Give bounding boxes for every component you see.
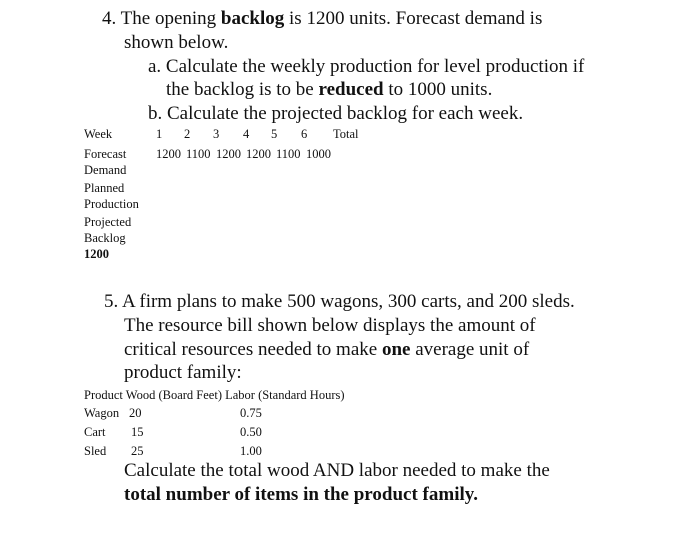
resource-row-sled (0, 444, 700, 460)
forecast-values-row (0, 147, 700, 163)
product-name: Cart (84, 425, 106, 439)
forecast-label: Forecast (84, 147, 127, 161)
production-label: Production (84, 197, 139, 211)
q5-line-1: 5. A firm plans to make 500 wagons, 300 carts, and 200 sleds. (104, 291, 575, 312)
forecast-value: 1200 (156, 147, 181, 161)
wood-value: 20 (129, 406, 142, 420)
product-name: Wagon (84, 406, 120, 420)
opening-backlog-value: 1200 (84, 247, 109, 261)
q5-line-4: product family: (124, 362, 242, 383)
q5-line-2: The resource bill shown below displays the amount of (124, 315, 536, 336)
total-label: Total (333, 127, 359, 141)
forecast-value: 1100 (186, 147, 211, 161)
planned-label: Planned (84, 181, 125, 195)
resource-bill-header: Product Wood (Board Feet) Labor (Standard Hours) (84, 388, 345, 402)
wood-value: 15 (131, 425, 144, 439)
q4-line-2: shown below. (124, 32, 229, 53)
projected-label: Projected (84, 215, 132, 229)
week-label: Week (84, 127, 113, 141)
week-numbers-row (0, 127, 700, 143)
resource-row-wagon (0, 406, 700, 422)
q4-line-1: 4. The opening backlog is 1200 units. Forecast demand is (102, 8, 543, 29)
wood-value: 25 (131, 444, 144, 458)
week-number: 6 (301, 127, 308, 141)
q4-part-a-line-1: a. Calculate the weekly production for level production if (148, 56, 585, 77)
labor-value: 0.50 (240, 425, 262, 439)
q5-calc-line-2: total number of items in the product family. (124, 484, 478, 505)
q4-part-a-line-2: the backlog is to be reduced to 1000 units. (166, 79, 493, 100)
forecast-value: 1200 (216, 147, 241, 161)
product-name: Sled (84, 444, 107, 458)
labor-value: 1.00 (240, 444, 262, 458)
week-number: 1 (156, 127, 163, 141)
q4-part-b: b. Calculate the projected backlog for each week. (148, 103, 524, 124)
labor-value: 0.75 (240, 406, 262, 420)
resource-row-cart (0, 425, 700, 441)
forecast-value: 1100 (276, 147, 301, 161)
demand-label: Demand (84, 163, 127, 177)
forecast-value: 1200 (246, 147, 271, 161)
forecast-value: 1000 (306, 147, 331, 161)
week-number: 5 (271, 127, 278, 141)
q5-line-3: critical resources needed to make one average unit of (124, 339, 530, 360)
backlog-label: Backlog (84, 231, 126, 245)
week-number: 4 (243, 127, 250, 141)
week-number: 2 (184, 127, 191, 141)
q5-calc-line-1: Calculate the total wood AND labor needed to make the (124, 460, 550, 481)
week-number: 3 (213, 127, 220, 141)
